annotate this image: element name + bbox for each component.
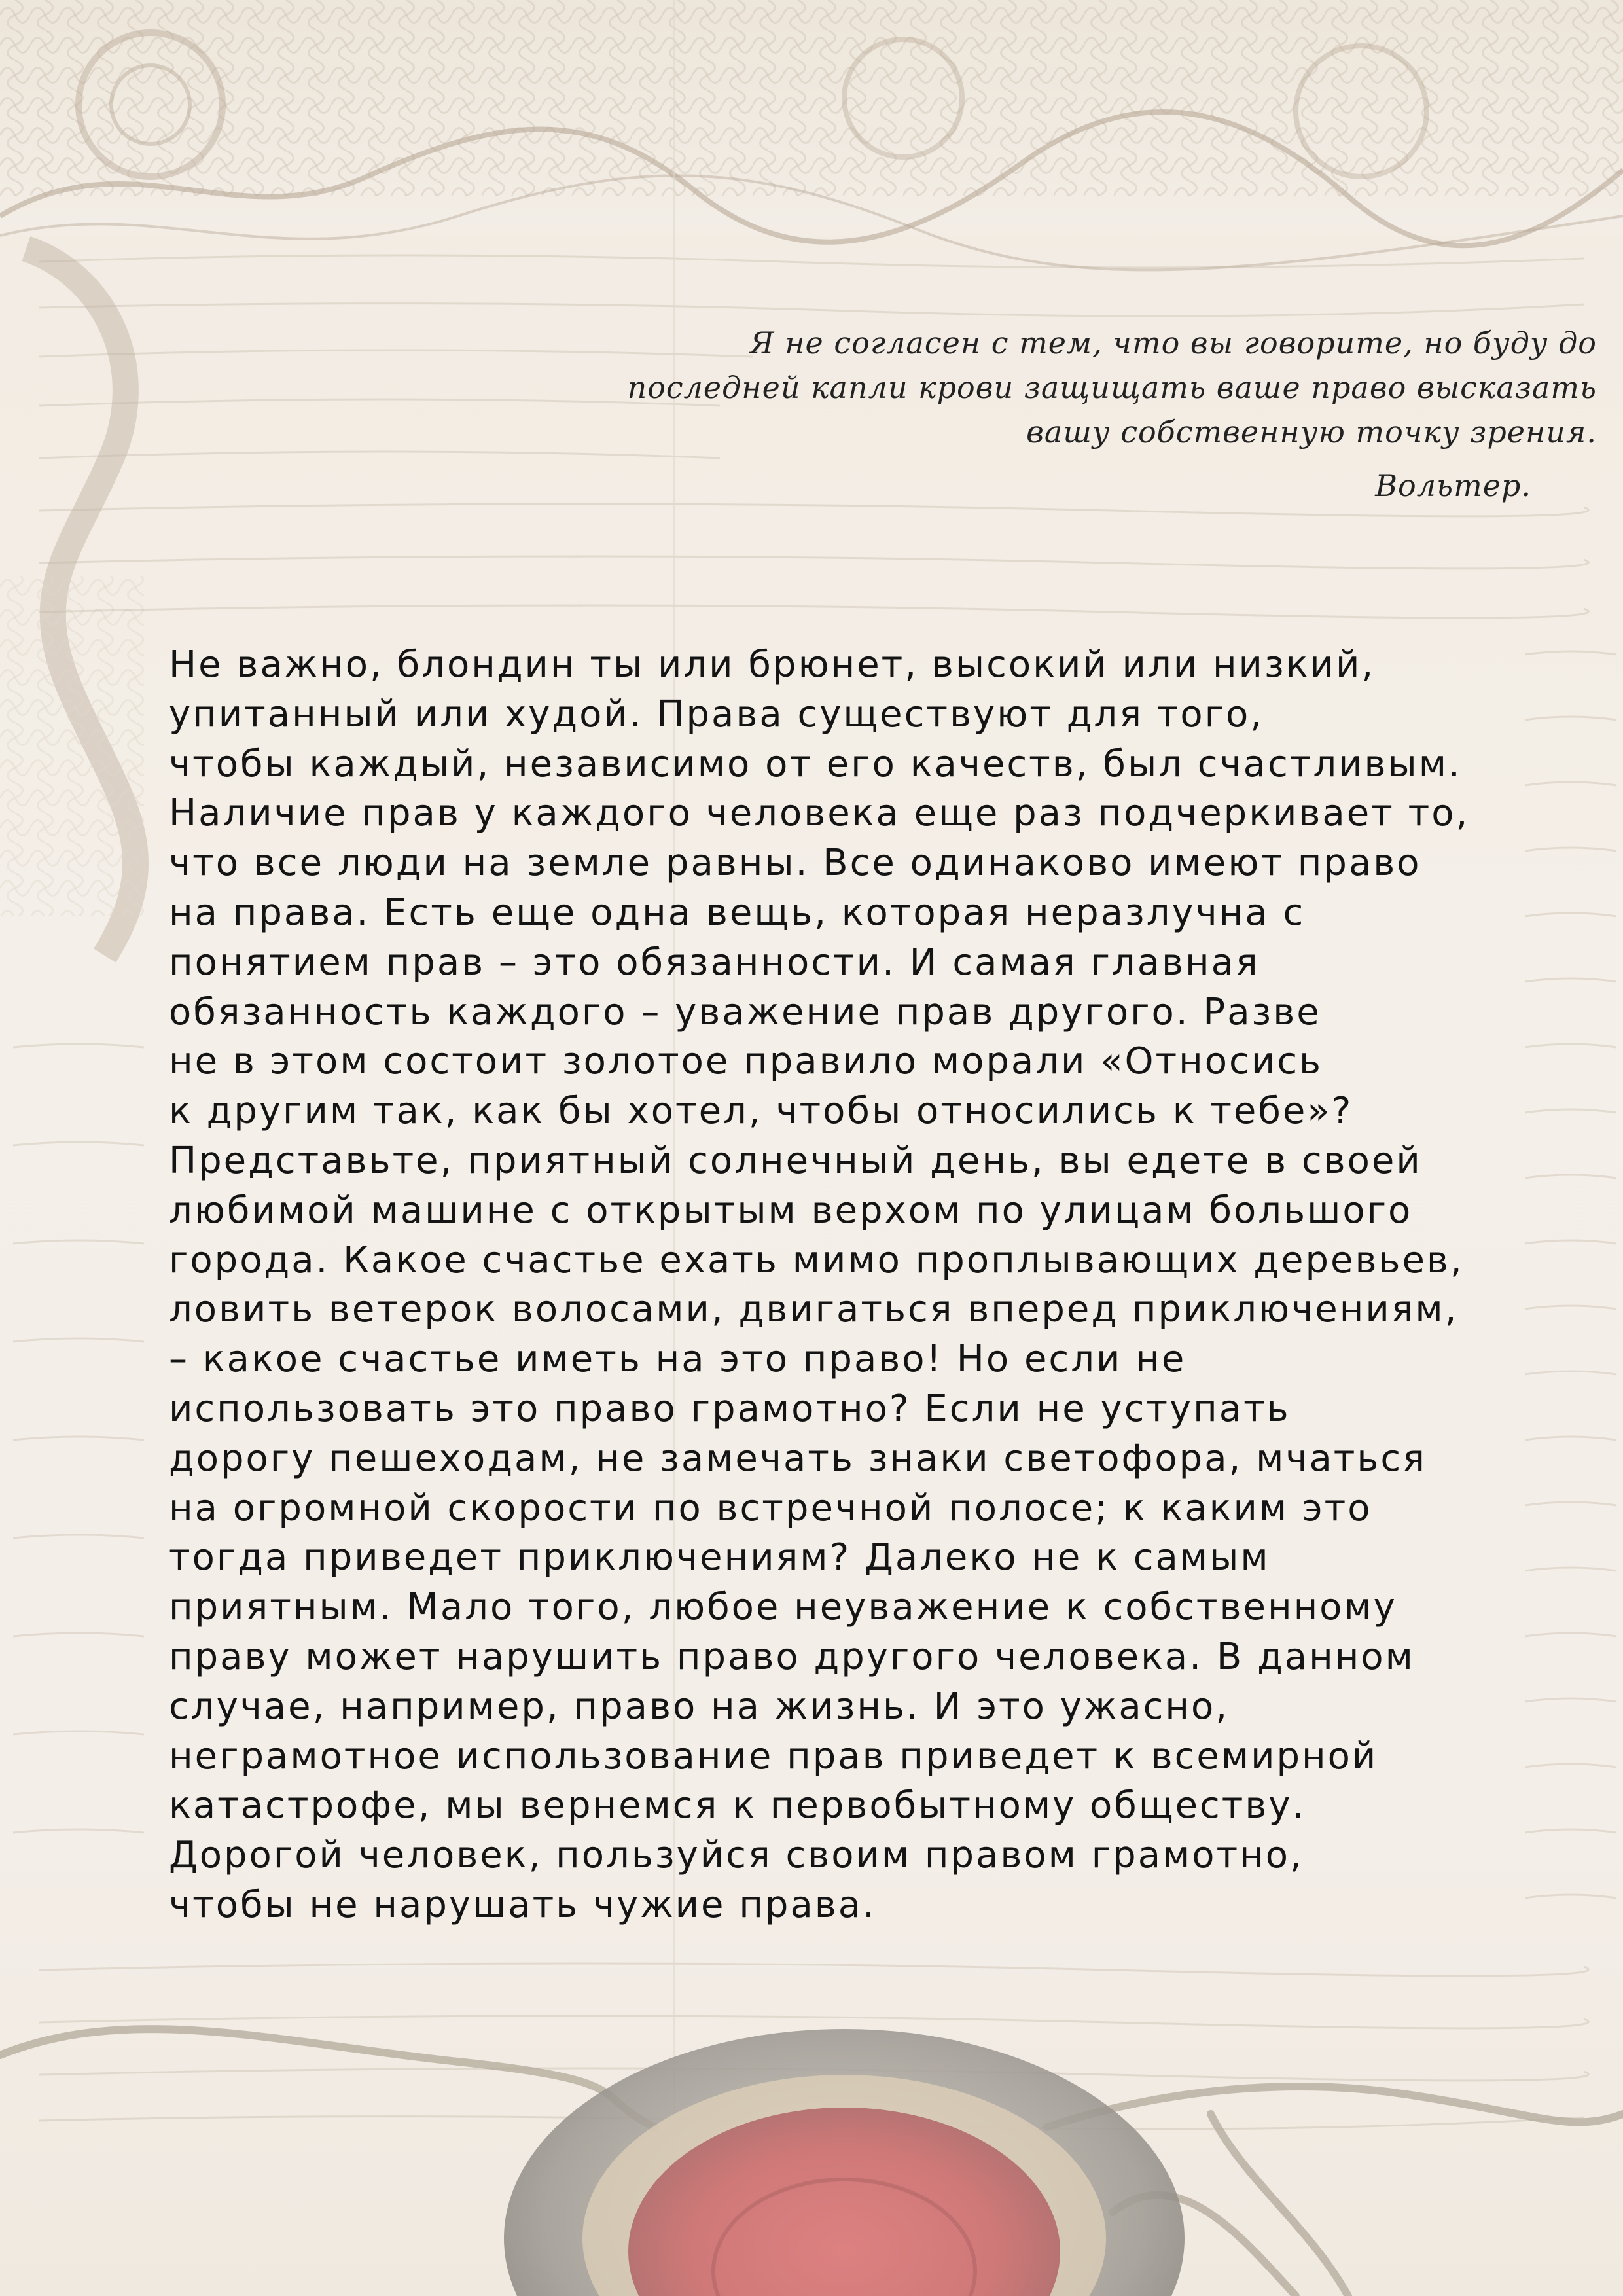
- epigraph-author: Вольтер.: [1375, 468, 1531, 503]
- epigraph: [576, 321, 1597, 508]
- main-essay-text: Не важно, блондин ты или брюнет, высокий или низкий, упитанный или худой. Права существуют для того, чтобы каждый, независимо от его качеств, был счастливым. Наличие прав у каждого человека еще раз подчеркивает то, что все люди на земле равны. Все одинаково имеют право на права. Есть еще одна вещь, которая неразлучна с понятием прав – это обязанности. И самая главная обязанность каждого – уважение прав другого. Разве не в этом состоит золотое правило морали «Относись к другим так, как бы хотел, чтобы относились к тебе»? Представьте, приятный солнечный день, вы едете в своей любимой машине с открытым верхом по улицам большого города. Какое счастье ехать мимо проплывающих деревьев, ловить ветерок волосами, двигаться вперед приключениям, – какое счастье иметь на это право! Но если не использовать это право грамотно? Если не уступать дорогу пешеходам, не замечать знаки светофора, мчаться на огромной скорости по встречной полосе; к каким это тогда приведет приключениям? Далеко не к самым приятным. Мало того, любое неуважение к собственному праву может нарушить право другого человека. В данном случае, например, право на жизнь. И это ужасно, неграмотное использование прав приведет к всемирной катастрофе, мы вернемся к первобытному обществу. Дорогой человек, пользуйся своим правом грамотно, чтобы не нарушать чужие права.: [169, 643, 1470, 1926]
- epigraph-quote: Я не согласен с тем, что вы говорите, но буду до последней капли крови защищать ваше право высказать вашу собственную точку зрения.: [627, 325, 1597, 450]
